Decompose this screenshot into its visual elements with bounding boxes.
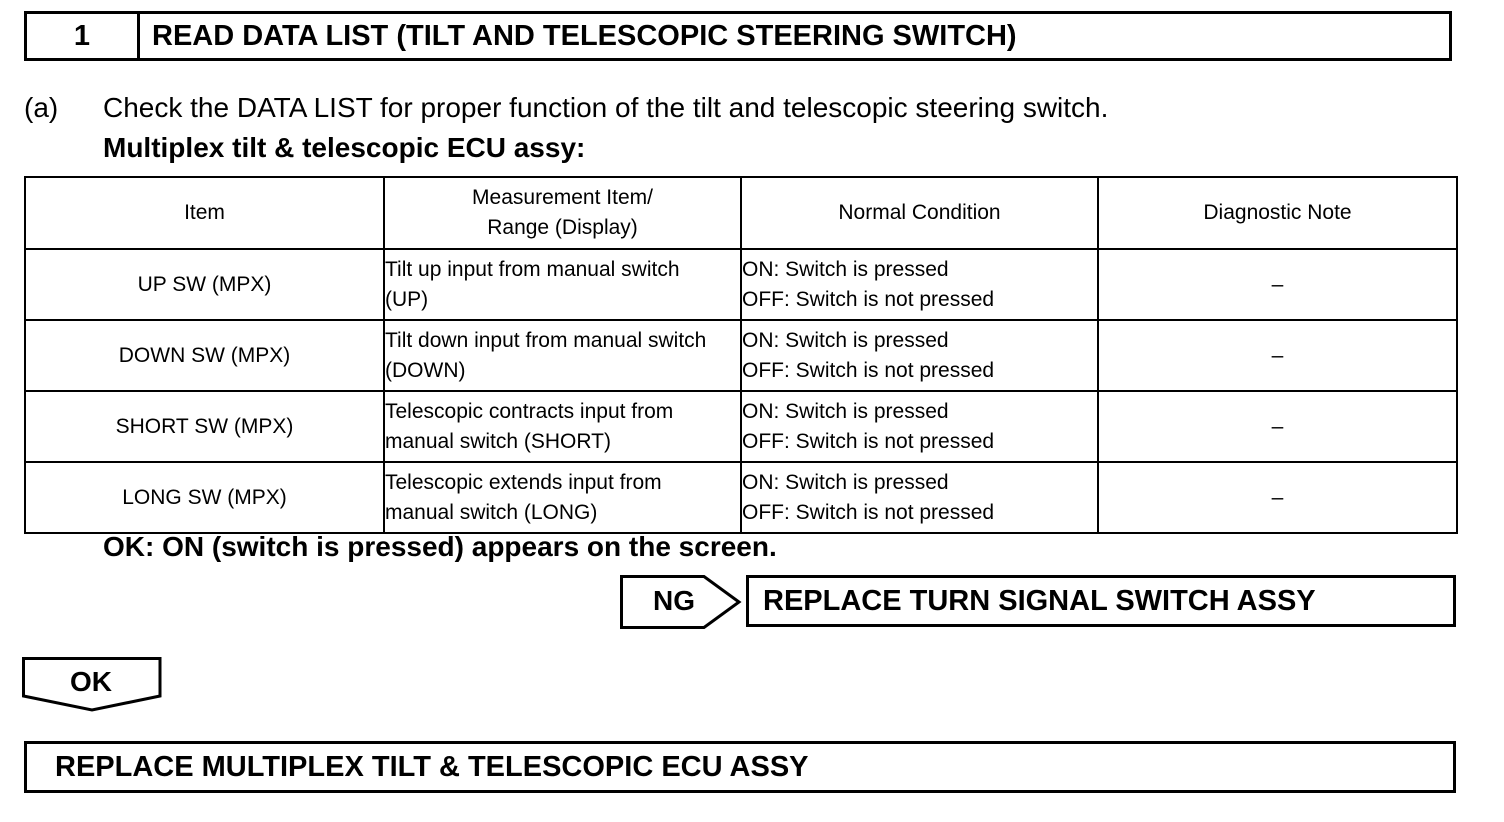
row-diagnostic-note: –: [1098, 391, 1457, 462]
row-diagnostic-note: –: [1098, 320, 1457, 391]
row-normal-condition: [741, 391, 1098, 462]
header-measurement-line1: Measurement Item/: [472, 186, 653, 209]
table-row: [25, 391, 1457, 462]
header-diagnostic-note: Diagnostic Note: [1098, 177, 1457, 249]
row-diagnostic-note: –: [1098, 462, 1457, 533]
row-item: DOWN SW (MPX): [25, 320, 384, 391]
row-normal-off: OFF: Switch is not pressed: [742, 429, 995, 453]
step-header: [24, 11, 1452, 61]
table-row: [25, 320, 1457, 391]
header-measurement-line2: Range (Display): [487, 216, 638, 239]
row-normal-on: ON: Switch is pressed: [742, 470, 949, 494]
step-title: READ DATA LIST (TILT AND TELESCOPIC STEERING SWITCH): [152, 19, 1017, 52]
row-measurement-line2: manual switch (SHORT): [385, 429, 611, 453]
row-measurement-line1: Telescopic extends input from: [385, 470, 662, 494]
row-measurement: [384, 320, 741, 391]
row-measurement-line1: Tilt down input from manual switch: [385, 328, 707, 352]
substep-label: (a): [24, 92, 59, 123]
row-normal-on: ON: Switch is pressed: [742, 257, 949, 281]
row-measurement-line1: Tilt up input from manual switch: [385, 257, 680, 281]
row-normal-off: OFF: Switch is not pressed: [742, 358, 995, 382]
row-measurement: [384, 462, 741, 533]
row-measurement-line1: Telescopic contracts input from: [385, 399, 674, 423]
row-normal-off: OFF: Switch is not pressed: [742, 500, 995, 524]
row-item: SHORT SW (MPX): [25, 391, 384, 462]
ok-label: OK: [70, 666, 112, 697]
header-measurement: [384, 177, 741, 249]
ng-action-box: REPLACE TURN SIGNAL SWITCH ASSY: [746, 575, 1456, 627]
header-normal-condition: Normal Condition: [741, 177, 1098, 249]
data-list-table: [24, 176, 1458, 534]
row-measurement-line2: (UP): [385, 287, 429, 311]
step-number: 1: [27, 14, 140, 58]
row-normal-condition: [741, 462, 1098, 533]
row-measurement-line2: (DOWN): [385, 358, 466, 382]
row-normal-on: ON: Switch is pressed: [742, 399, 949, 423]
header-item: Item: [25, 177, 384, 249]
row-diagnostic-note: –: [1098, 249, 1457, 320]
row-normal-off: OFF: Switch is not pressed: [742, 287, 995, 311]
table-header-row: [25, 177, 1457, 249]
ok-condition: OK: ON (switch is pressed) appears on the screen.: [103, 531, 777, 562]
row-measurement: [384, 391, 741, 462]
substep-text: Check the DATA LIST for proper function of the tilt and telescopic steering switch.: [103, 92, 1109, 123]
row-item: UP SW (MPX): [25, 249, 384, 320]
row-normal-condition: [741, 249, 1098, 320]
row-normal-condition: [741, 320, 1098, 391]
table-row: [25, 249, 1457, 320]
ecu-heading: Multiplex tilt & telescopic ECU assy:: [103, 132, 586, 163]
table-row: [25, 462, 1457, 533]
row-measurement-line2: manual switch (LONG): [385, 500, 598, 524]
row-item: LONG SW (MPX): [25, 462, 384, 533]
ok-action-box: REPLACE MULTIPLEX TILT & TELESCOPIC ECU ASSY: [24, 741, 1456, 793]
row-normal-on: ON: Switch is pressed: [742, 328, 949, 352]
row-measurement: [384, 249, 741, 320]
ng-label: NG: [653, 585, 695, 616]
